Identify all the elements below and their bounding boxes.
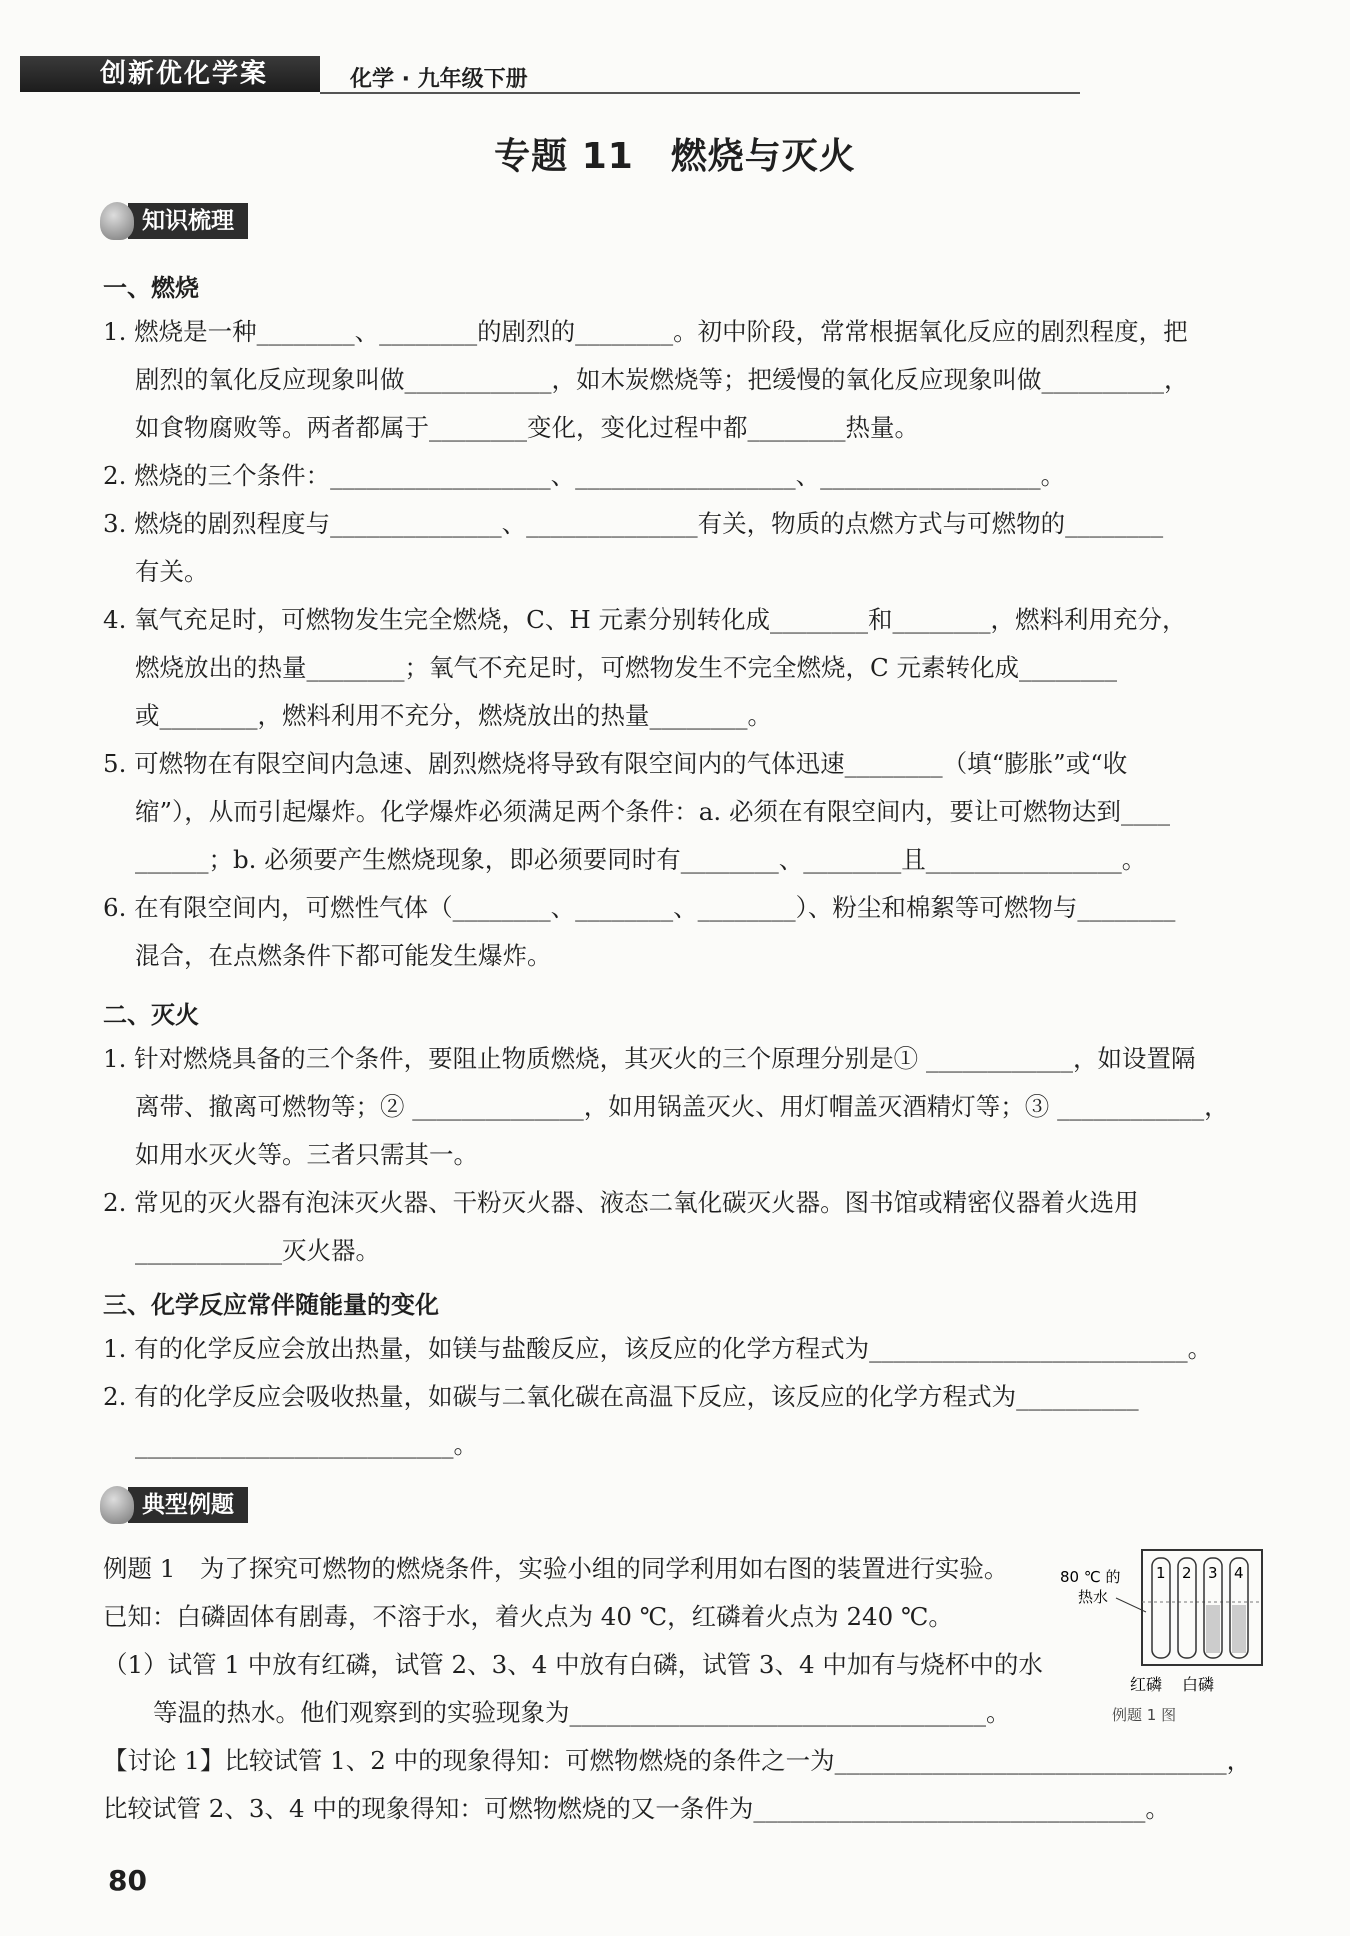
text-line: ______；b. 必须要产生燃烧现象，即必须要同时有________、________且________________。	[135, 845, 1147, 874]
text-line: 3. 燃烧的剧烈程度与______________、______________有关，物质的点燃方式与可燃物的________	[103, 509, 1164, 538]
white-phosphorus-label: 白磷	[1182, 1675, 1215, 1694]
text-line: __________________________。	[135, 1430, 478, 1459]
text-line: 比较试管 2、3、4 中的现象得知：可燃物燃烧的又一条件为________________________________。	[103, 1794, 1170, 1823]
knowledge-tag-label: 知识梳理	[128, 203, 248, 239]
text-line: 混合，在点燃条件下都可能发生爆炸。	[135, 941, 552, 970]
text-line: 5. 可燃物在有限空间内急速、剧烈燃烧将导致有限空间内的气体迅速________（填“膨胀”或“收	[103, 749, 1128, 778]
text-line: 缩”），从而引起爆炸。化学爆炸必须满足两个条件：a. 必须在有限空间内，要让可燃物达到____	[135, 797, 1170, 826]
text-line: 燃烧放出的热量________；氧气不充足时，可燃物发生不完全燃烧，C 元素转化成________	[135, 653, 1118, 682]
text-line: 1. 有的化学反应会放出热量，如镁与盐酸反应，该反应的化学方程式为__________________________。	[103, 1334, 1213, 1363]
brand-banner: 创新优化学案	[20, 56, 320, 92]
text-line: 等温的热水。他们观察到的实验现象为__________________________________。	[153, 1698, 1011, 1727]
water-label-line-2: 热水	[1078, 1588, 1109, 1606]
page-number: 80	[108, 1864, 147, 1897]
text-line: 1. 针对燃烧具备的三个条件，要阻止物质燃烧，其灭火的三个原理分别是① ____________，如设置隔	[103, 1044, 1196, 1073]
tube-label-1: 1	[1156, 1564, 1166, 1582]
text-line: 1. 燃烧是一种________、________的剧烈的________。初中阶段，常常根据氧化反应的剧烈程度，把	[103, 317, 1188, 346]
combustion-items	[103, 308, 1268, 980]
examples-tag	[100, 1487, 248, 1523]
text-line: ____________灭火器。	[135, 1236, 380, 1265]
text-line: 有关。	[135, 557, 209, 586]
page-title: 专题 11 燃烧与灭火	[494, 136, 856, 177]
section-heading-extinguish: 二、灭火	[103, 1001, 199, 1029]
section-heading-energy: 三、化学反应常伴随能量的变化	[103, 1291, 439, 1319]
text-line: 2. 有的化学反应会吸收热量，如碳与二氧化碳在高温下反应，该反应的化学方程式为__________	[103, 1382, 1139, 1411]
text-line: 例题 1 为了探究可燃物的燃烧条件，实验小组的同学利用如右图的装置进行实验。	[103, 1554, 1009, 1583]
example-1	[103, 1545, 1063, 1737]
text-line: 离带、撤离可燃物等；② ______________，如用锅盖灭火、用灯帽盖灭酒精灯等；③ ____________，	[135, 1092, 1229, 1121]
experiment-figure	[1060, 1530, 1280, 1730]
text-line: 4. 氧气充足时，可燃物发生完全燃烧，C、H 元素分别转化成________和________，燃料利用充分，	[103, 605, 1187, 634]
examples-tag-label: 典型例题	[128, 1487, 248, 1523]
section-heading-combustion: 一、燃烧	[103, 274, 199, 302]
figure-caption: 例题 1 图	[1112, 1706, 1177, 1724]
knowledge-tag	[100, 203, 248, 239]
text-line: 2. 常见的灭火器有泡沫灭火器、干粉灭火器、液态二氧化碳灭火器。图书馆或精密仪器着火选用	[103, 1188, 1139, 1217]
red-phosphorus-label: 红磷	[1130, 1675, 1163, 1694]
text-line: 剧烈的氧化反应现象叫做____________，如木炭燃烧等；把缓慢的氧化反应现象叫做__________，	[135, 365, 1189, 394]
subject-label: 化学 · 九年级下册	[350, 67, 528, 92]
tube-label-4: 4	[1234, 1564, 1244, 1582]
extinguish-items	[103, 1035, 1268, 1275]
energy-items	[103, 1325, 1268, 1469]
tube-3-water	[1206, 1605, 1220, 1653]
text-line: 如用水灭火等。三者只需其一。	[135, 1140, 478, 1169]
water-label-line-1: 80 ℃ 的	[1060, 1568, 1121, 1586]
tube-label-3: 3	[1208, 1564, 1218, 1582]
lightbulb-icon	[100, 202, 134, 240]
text-line: 或________，燃料利用不充分，燃烧放出的热量________。	[135, 701, 772, 730]
discussion-1	[103, 1737, 1268, 1833]
tube-4-water	[1232, 1605, 1246, 1653]
text-line: 6. 在有限空间内，可燃性气体（________、________、________）、粉尘和棉絮等可燃物与________	[103, 893, 1176, 922]
text-line: 2. 燃烧的三个条件：__________________、__________________、__________________。	[103, 461, 1066, 490]
text-line: 已知：白磷固体有剧毒，不溶于水，着火点为 40 ℃，红磷着火点为 240 ℃。	[103, 1602, 953, 1631]
page-header	[20, 56, 1080, 96]
text-line: 如食物腐败等。两者都属于________变化，变化过程中都________热量。	[135, 413, 919, 442]
text-line: （1）试管 1 中放有红磷，试管 2、3、4 中放有白磷，试管 3、4 中加有与烧杯中的水	[103, 1650, 1043, 1679]
tube-label-2: 2	[1182, 1564, 1192, 1582]
text-line: 【讨论 1】比较试管 1、2 中的现象得知：可燃物燃烧的条件之一为________________________________，	[103, 1746, 1252, 1775]
header-rule	[320, 92, 1080, 94]
lightbulb-icon	[100, 1486, 134, 1524]
